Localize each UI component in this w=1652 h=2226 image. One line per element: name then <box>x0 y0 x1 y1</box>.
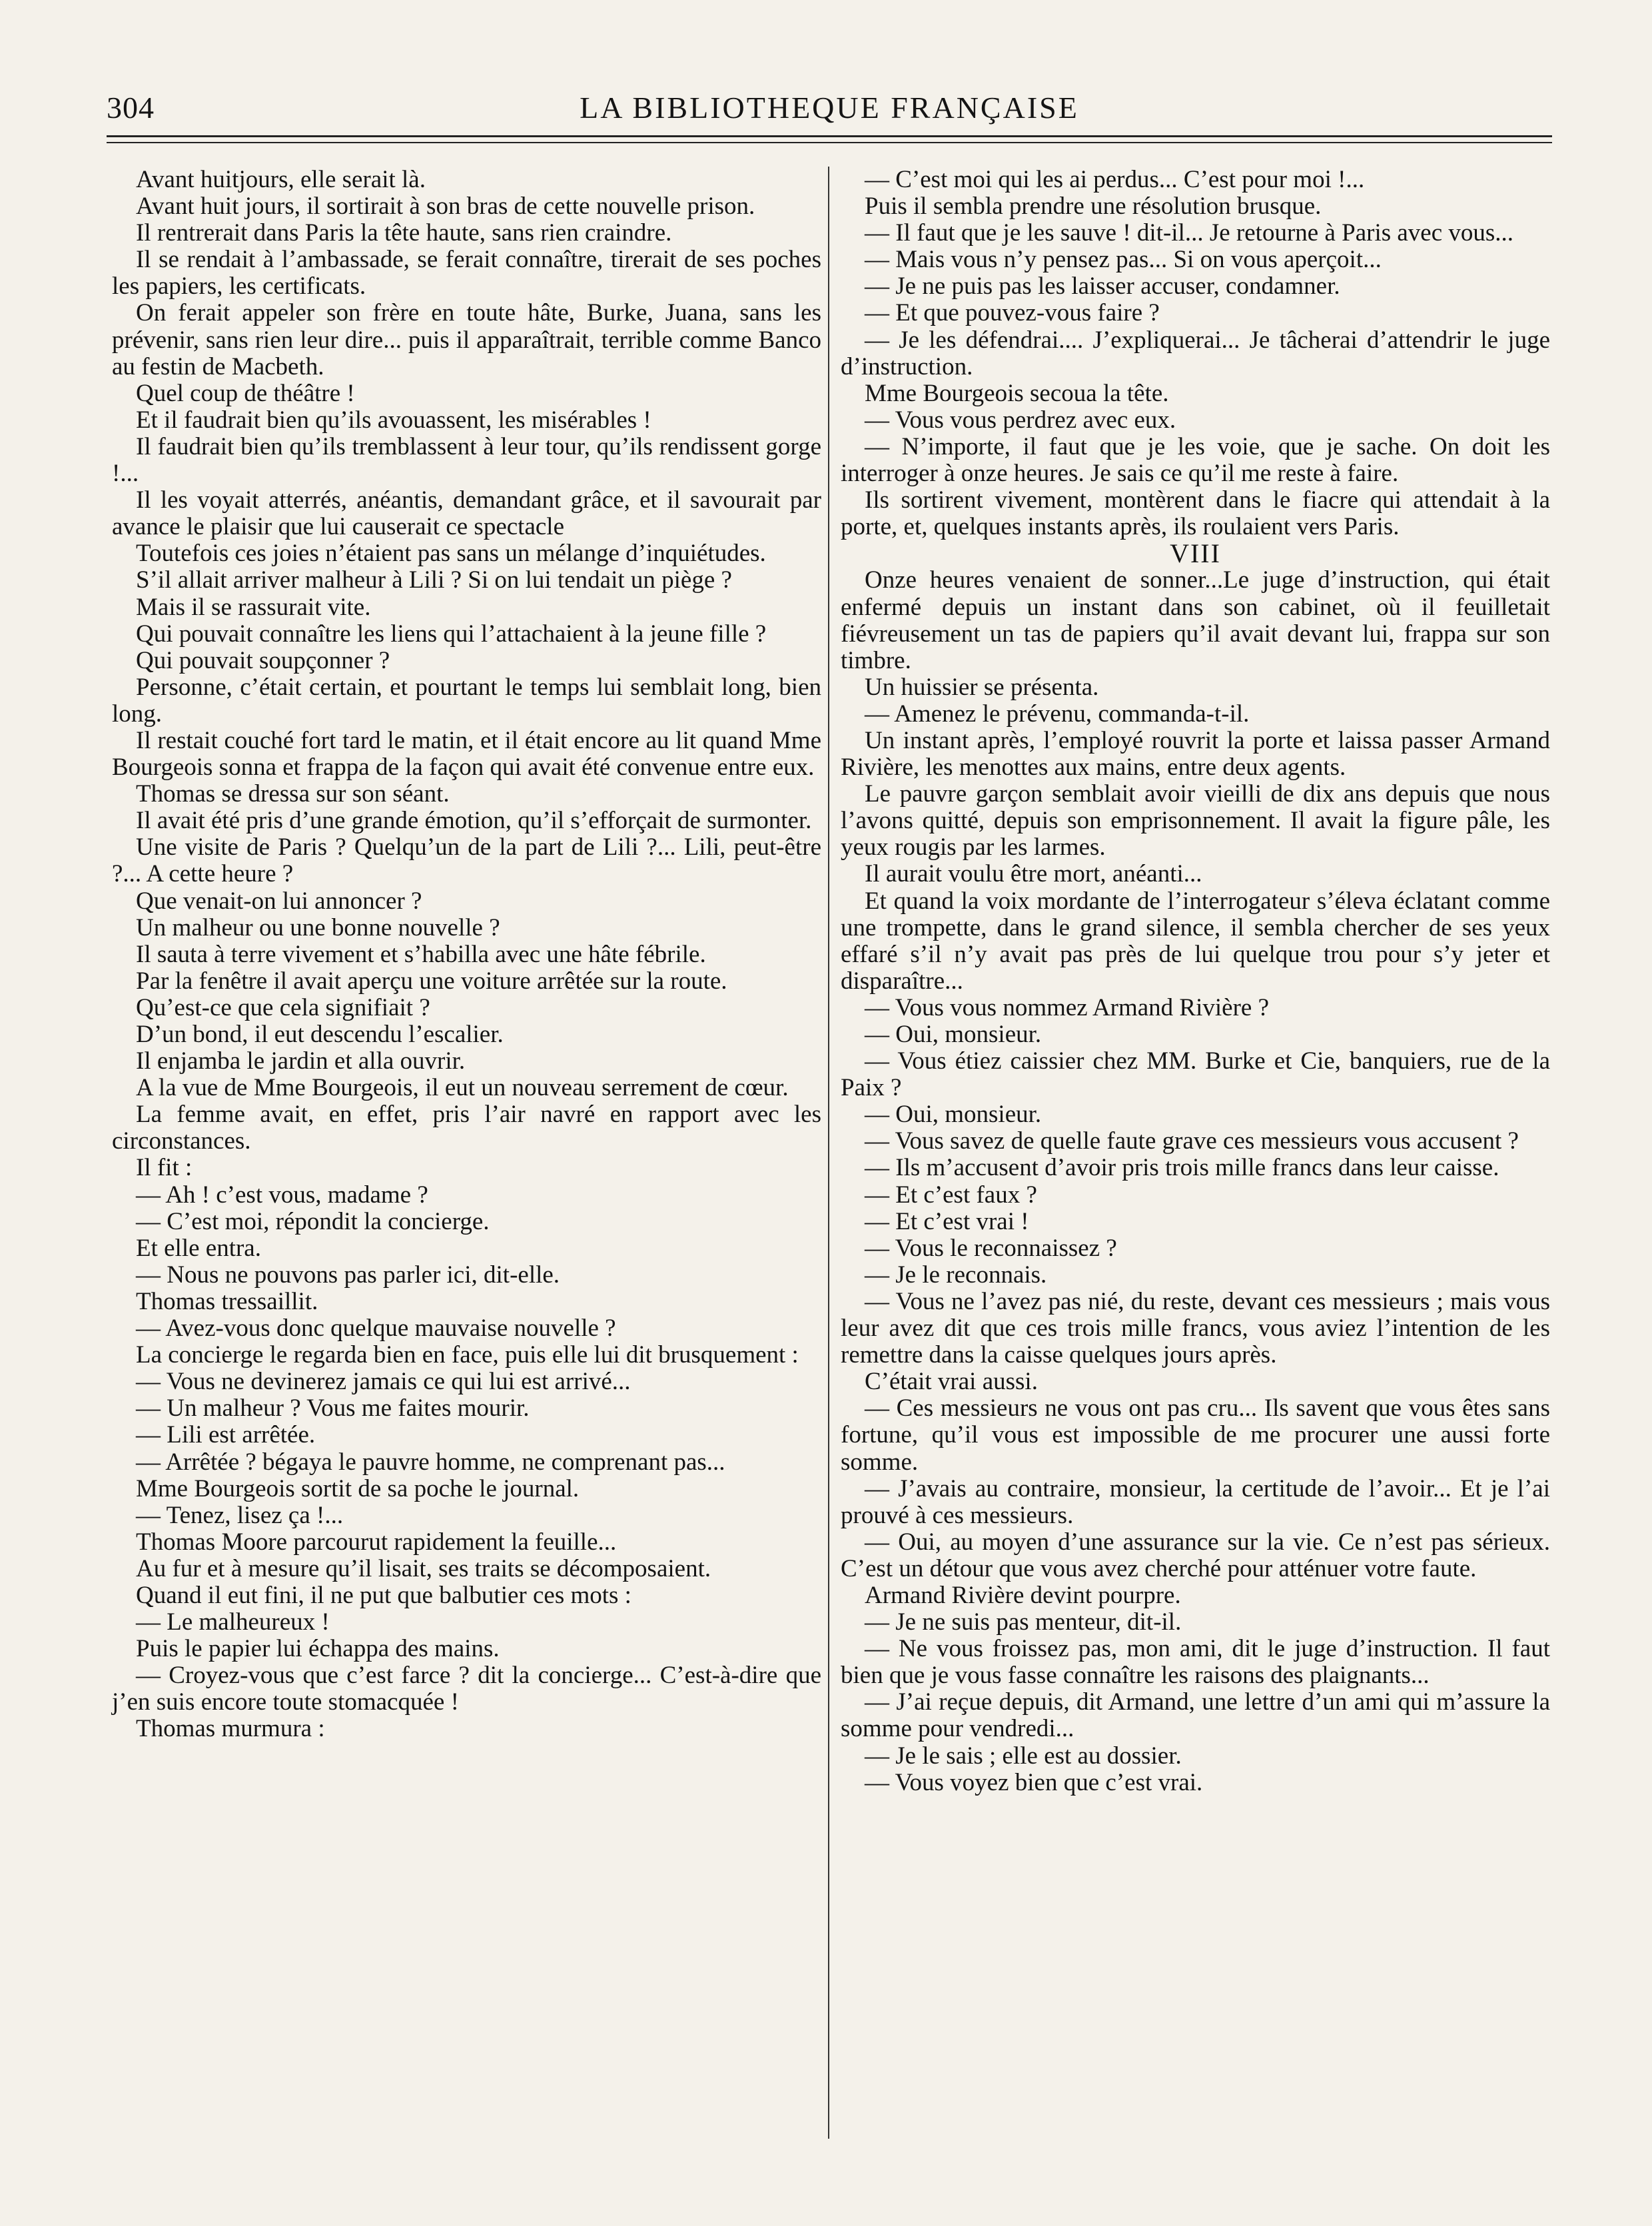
paragraph: Il enjamba le jardin et alla ouvrir. <box>136 1047 466 1075</box>
paragraph: — Ils m’accusent d’avoir pris trois mille francs dans leur caisse. <box>865 1154 1499 1182</box>
paragraph: Toutefois ces joies n’étaient pas sans un mélange d’inquiétudes. <box>136 540 766 568</box>
paragraph: — N’importe, il faut que je les voie, que je sache. On doit les interroger à onze heures. Je sais ce qu’il me reste à faire. <box>841 432 1550 488</box>
paragraph: — C’est moi qui les ai perdus... C’est pour moi !... <box>865 166 1365 193</box>
paragraph: Et elle entra. <box>136 1234 261 1262</box>
paragraph: Mais il se rassurait vite. <box>136 593 371 621</box>
paragraph: Il fit : <box>136 1154 193 1182</box>
paragraph: Il restait couché fort tard le matin, et il était encore au lit quand Mme Bourgeois sonna et frappa de la façon qui avait été convenue entre eux. <box>112 726 821 782</box>
paragraph: Thomas Moore parcourut rapidement la feuille... <box>136 1528 617 1556</box>
paragraph: Personne, c’était certain, et pourtant le temps lui semblait long, bien long. <box>112 673 821 728</box>
paragraph: — J’ai reçue depuis, dit Armand, une lettre d’un ami qui m’assure la somme pour vendredi... <box>841 1688 1550 1743</box>
paragraph: — Je le sais ; elle est au dossier. <box>865 1742 1182 1770</box>
paragraph: — Oui, au moyen d’une assurance sur la vie. Ce n’est pas sérieux. C’est un détour que vous avez cherché pour atténuer votre faute. <box>841 1528 1550 1582</box>
paragraph: La concierge le regarda bien en face, puis elle lui dit brusquement : <box>136 1341 799 1369</box>
paragraph: — J’avais au contraire, monsieur, la certitude de l’avoir... Et je l’ai prouvé à ces messieurs. <box>841 1474 1550 1529</box>
paragraph: Avant huitjours, elle serait là. <box>136 166 426 193</box>
paragraph: S’il allait arriver malheur à Lili ? Si on lui tendait un piège ? <box>136 566 732 594</box>
paragraph: Au fur et à mesure qu’il lisait, ses traits se décomposaient. <box>136 1554 711 1582</box>
paragraph: Que venait-on lui annoncer ? <box>136 887 422 915</box>
paragraph: Il se rendait à l’ambassade, se ferait connaître, tirerait de ses poches les papiers, les certificats. <box>112 246 821 300</box>
paragraph: — Mais vous n’y pensez pas... Si on vous aperçoit... <box>865 246 1382 274</box>
paragraph: — Je le reconnais. <box>865 1261 1047 1289</box>
paragraph: Avant huit jours, il sortirait à son bras de cette nouvelle prison. <box>136 193 755 221</box>
paragraph: Un huissier se présenta. <box>865 673 1099 701</box>
paragraph: Qu’est-ce que cela signifiait ? <box>136 993 430 1021</box>
paragraph: — Ne vous froissez pas, mon ami, dit le juge d’instruction. Il faut bien que je vous fasse connaître les raisons des plaignants... <box>841 1635 1550 1690</box>
paragraph: — Oui, monsieur. <box>865 1021 1042 1048</box>
right-column <box>841 167 1550 1796</box>
paragraph: Puis le papier lui échappa des mains. <box>136 1635 500 1663</box>
paragraph: Mme Bourgeois sortit de sa poche le journal. <box>136 1474 580 1502</box>
paragraph: — Et que pouvez-vous faire ? <box>865 299 1160 327</box>
paragraph: — Et c’est faux ? <box>865 1181 1037 1209</box>
paragraph: — Vous savez de quelle faute grave ces messieurs vous accusent ? <box>865 1127 1519 1155</box>
paragraph: Un instant après, l’employé rouvrit la porte et laissa passer Armand Rivière, les menottes aux mains, entre deux agents. <box>841 726 1550 782</box>
paragraph: Qui pouvait connaître les liens qui l’attachaient à la jeune fille ? <box>136 620 767 648</box>
paragraph: — Ah ! c’est vous, madame ? <box>136 1181 428 1209</box>
paragraph: — Vous le reconnaissez ? <box>865 1234 1117 1262</box>
paragraph: Il les voyait atterrés, anéantis, demandant grâce, et il savourait par avance le plaisir que lui causerait ce spectacle <box>112 486 821 541</box>
paragraph: — Arrêtée ? bégaya le pauvre homme, ne comprenant pas... <box>136 1448 725 1476</box>
right-column-top <box>841 167 1550 540</box>
paragraph: C’était vrai aussi. <box>865 1368 1038 1396</box>
paragraph: — Avez-vous donc quelque mauvaise nouvelle ? <box>136 1315 616 1343</box>
paragraph: Il aurait voulu être mort, anéanti... <box>865 860 1202 888</box>
paragraph: Et quand la voix mordante de l’interrogateur s’éleva éclatant comme une trompette, dans le grand silence, il sembla chercher de ses yeux effaré s’il n’y avait pas près de lui quelque trou pour s’y jeter et disparaître... <box>841 887 1550 995</box>
paragraph: — C’est moi, répondit la concierge. <box>136 1207 490 1235</box>
paragraph: Le pauvre garçon semblait avoir vieilli de dix ans depuis que nous l’avons quitté, depuis son emprisonnement. Il avait la figure pâle, les yeux rougis par les larmes. <box>841 780 1550 861</box>
section-heading: VIII <box>1170 538 1221 569</box>
paragraph: Un malheur ou une bonne nouvelle ? <box>136 913 500 941</box>
paragraph: Il sauta à terre vivement et s’habilla avec une hâte fébrile. <box>136 940 706 968</box>
paragraph: — Lili est arrêtée. <box>136 1421 316 1449</box>
paragraph: Par la fenêtre il avait aperçu une voiture arrêtée sur la route. <box>136 967 727 995</box>
paragraph: Mme Bourgeois secoua la tête. <box>865 379 1169 407</box>
paragraph: — Nous ne pouvons pas parler ici, dit-elle. <box>136 1261 560 1289</box>
header-rule <box>107 135 1552 137</box>
paragraph: Thomas murmura : <box>136 1715 325 1743</box>
paragraph: — Tenez, lisez ça !... <box>136 1501 344 1529</box>
paragraph: — Amenez le prévenu, commanda-t-il. <box>865 700 1250 728</box>
paragraph: — Vous voyez bien que c’est vrai. <box>865 1768 1203 1796</box>
paragraph: — Et c’est vrai ! <box>865 1207 1029 1235</box>
paragraph: — Vous vous perdrez avec eux. <box>865 406 1176 434</box>
paragraph: — Je ne suis pas menteur, dit-il. <box>865 1608 1182 1636</box>
page-header <box>107 88 1552 128</box>
paragraph: Une visite de Paris ? Quelqu’un de la part de Lili ?... Lili, peut-être ?... A cette heure ? <box>112 834 821 888</box>
paragraph: — Le malheureux ! <box>136 1608 330 1636</box>
paragraph: On ferait appeler son frère en toute hâte, Burke, Juana, sans les prévenir, sans rien leur dire... puis il apparaîtrait, terrible comme Banco au festin de Macbeth. <box>112 299 821 380</box>
paragraph: — Croyez-vous que c’est farce ? dit la concierge... C’est-à-dire que j’en suis encore toute stomacquée ! <box>112 1662 821 1716</box>
paragraph: Armand Rivière devint pourpre. <box>865 1581 1181 1609</box>
paragraph: — Vous ne l’avez pas nié, du reste, devant ces messieurs ; mais vous leur avez dit que ces trois mille francs, vous aviez l’intention de les remettre dans la caisse quelques jours après. <box>841 1287 1550 1369</box>
paragraph: — Oui, monsieur. <box>865 1101 1042 1129</box>
right-column-bottom <box>841 567 1550 1796</box>
paragraph: — Ces messieurs ne vous ont pas cru... Ils savent que vous êtes sans fortune, qu’il vous est impossible de me procurer une aussi forte somme. <box>841 1394 1550 1476</box>
paragraph: — Vous vous nommez Armand Rivière ? <box>865 993 1270 1021</box>
paragraph: Quand il eut fini, il ne put que balbutier ces mots : <box>136 1581 631 1609</box>
column-divider <box>828 167 829 2139</box>
paragraph: Il avait été pris d’une grande émotion, qu’il s’efforçait de surmonter. <box>136 807 812 835</box>
paragraph: — Il faut que je les sauve ! dit-il... Je retourne à Paris avec vous... <box>865 219 1514 247</box>
paragraph: La femme avait, en effet, pris l’air navré en rapport avec les circonstances. <box>112 1101 821 1155</box>
paragraph: Thomas se dressa sur son séant. <box>136 780 450 808</box>
left-column <box>112 167 821 1743</box>
paragraph: — Vous étiez caissier chez MM. Burke et Cie, banquiers, rue de la Paix ? <box>841 1047 1550 1102</box>
paragraph: Quel coup de théâtre ! <box>136 379 355 407</box>
paragraph: Et il faudrait bien qu’ils avouassent, les misérables ! <box>136 406 651 434</box>
paragraph: Puis il sembla prendre une résolution brusque. <box>865 193 1322 221</box>
paragraph: — Un malheur ? Vous me faites mourir. <box>136 1394 530 1422</box>
paragraph: A la vue de Mme Bourgeois, il eut un nouveau serrement de cœur. <box>136 1074 789 1102</box>
page-number: 304 <box>107 91 155 125</box>
paragraph: — Je les défendrai.... J’expliquerai... Je tâcherai d’attendrir le juge d’instruction. <box>841 326 1550 380</box>
paragraph: Il faudrait bien qu’ils tremblassent à leur tour, qu’ils rendissent gorge !... <box>112 432 821 488</box>
paragraph: Onze heures venaient de sonner...Le juge d’instruction, qui était enfermé depuis un instant dans son cabinet, où il feuilletait fiévreusement un tas de papiers qu’il avait devant lui, frappa sur son timbre. <box>841 566 1550 674</box>
paragraph: Il rentrerait dans Paris la tête haute, sans rien craindre. <box>136 219 672 247</box>
paragraph: — Je ne puis pas les laisser accuser, condamner. <box>865 273 1340 300</box>
paragraph: — Vous ne devinerez jamais ce qui lui est arrivé... <box>136 1368 631 1396</box>
header-rule-thin <box>107 142 1552 143</box>
running-title: LA BIBLIOTHEQUE FRANÇAISE <box>580 91 1079 125</box>
paragraph: Ils sortirent vivement, montèrent dans le fiacre qui attendait à la porte, et, quelques instants après, ils roulaient vers Paris. <box>841 486 1550 541</box>
paragraph: Thomas tressaillit. <box>136 1287 318 1315</box>
paragraph: D’un bond, il eut descendu l’escalier. <box>136 1021 504 1048</box>
paragraph: Qui pouvait soupçonner ? <box>136 646 390 674</box>
